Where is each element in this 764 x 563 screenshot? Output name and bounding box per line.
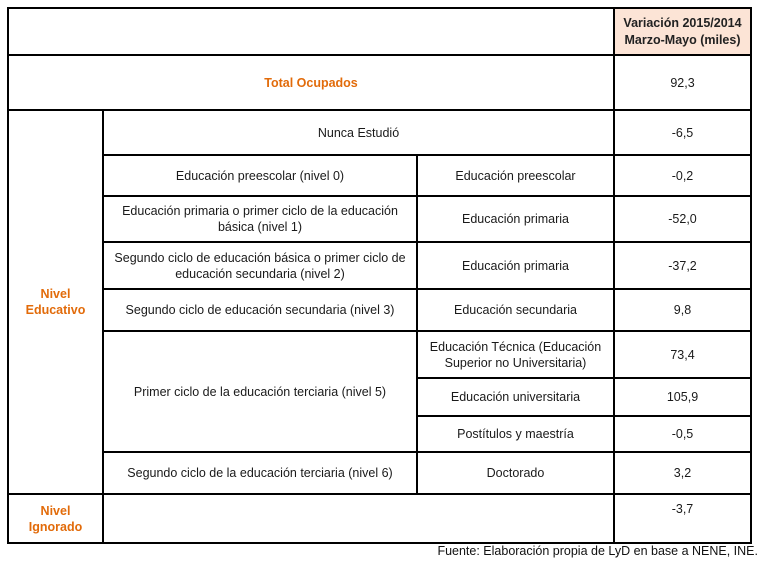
- value-cell: [613, 109, 752, 156]
- level-label: Educación preescolar (nivel 0): [175, 168, 345, 183]
- value-column-title-line2: Marzo-Mayo (miles): [624, 32, 741, 47]
- nivel-ignorado-blank-cell: [102, 493, 615, 544]
- category-label: Doctorado: [486, 466, 545, 480]
- level-cell: [102, 288, 418, 332]
- nivel-educativo-label-line2: Educativo: [25, 303, 86, 317]
- header-blank-cell: [7, 7, 615, 56]
- value-cell: [613, 415, 752, 453]
- level-cell: [102, 195, 418, 243]
- category-label-line1: Educación Técnica (Educación: [429, 339, 602, 354]
- row-value: -0,2: [671, 168, 694, 183]
- category-cell: [416, 154, 615, 197]
- total-value-cell: [613, 54, 752, 111]
- level-label-line2: educación secundaria (nivel 2): [175, 266, 345, 281]
- value-cell: [613, 330, 752, 379]
- value-cell: [613, 451, 752, 495]
- nivel-ignorado-label-cell: [7, 493, 104, 544]
- level-cell: [102, 241, 418, 290]
- value-cell: [613, 288, 752, 332]
- category-label: Educación universitaria: [450, 390, 581, 404]
- row-value: 73,4: [670, 347, 695, 362]
- level-label-line2: básica (nivel 1): [217, 220, 303, 234]
- row-value: 9,8: [673, 303, 692, 317]
- nivel-ignorado-value: -3,7: [671, 502, 694, 516]
- category-cell: [416, 377, 615, 417]
- category-cell: [416, 195, 615, 243]
- level-label-line1: Segundo ciclo de educación básica o primer ciclo de: [114, 250, 406, 265]
- row-value: 105,9: [666, 390, 699, 404]
- row-value: -52,0: [668, 212, 697, 226]
- level-label: Segundo ciclo de educación secundaria (nivel 3): [125, 303, 395, 317]
- source-footnote: Fuente: Elaboración propia de LyD en base a NENE, INE.: [437, 544, 758, 558]
- category-cell: [416, 241, 615, 290]
- nivel-educativo-label-cell: [7, 109, 104, 495]
- level-cell: [102, 330, 418, 453]
- value-column-title-line1: Variación 2015/2014: [623, 15, 742, 30]
- level-label: Primer ciclo de la educación terciaria (nivel 5): [133, 384, 387, 399]
- category-label: Educación primaria: [462, 212, 569, 226]
- level-cell: [102, 451, 418, 495]
- category-cell: [416, 415, 615, 453]
- level-label-line1: Educación primaria o primer ciclo de la educación: [122, 204, 398, 218]
- value-cell: [613, 195, 752, 243]
- category-label-line2: Superior no Universitaria): [444, 355, 587, 370]
- nivel-ignorado-label-line1: Nivel: [40, 503, 71, 518]
- level-cell-nunca-estudio: [102, 109, 615, 156]
- category-cell: [416, 330, 615, 379]
- nivel-ignorado-label-line2: Ignorado: [28, 519, 83, 534]
- category-label: Educación primaria: [462, 258, 569, 273]
- row-value: -37,2: [668, 258, 697, 273]
- level-cell: [102, 154, 418, 197]
- value-cell: [613, 377, 752, 417]
- total-label-cell: [7, 54, 615, 111]
- category-cell: [416, 288, 615, 332]
- category-label: Educación preescolar: [455, 168, 576, 183]
- nivel-ignorado-value-cell: [613, 493, 752, 544]
- nivel-educativo-label-line1: Nivel: [40, 287, 71, 301]
- value-column-header: [613, 7, 752, 56]
- total-value: 92,3: [670, 75, 695, 90]
- level-label: Segundo ciclo de la educación terciaria (nivel 6): [127, 466, 393, 480]
- value-cell: [613, 241, 752, 290]
- value-cell: [613, 154, 752, 197]
- row-value: -0,5: [671, 427, 694, 441]
- total-label: Total Ocupados: [264, 75, 358, 90]
- level-label: Nunca Estudió: [317, 125, 400, 140]
- row-value: 3,2: [673, 466, 692, 480]
- row-value: -6,5: [671, 125, 694, 140]
- category-cell: [416, 451, 615, 495]
- category-label: Postítulos y maestría: [457, 427, 574, 441]
- category-label: Educación secundaria: [454, 303, 577, 317]
